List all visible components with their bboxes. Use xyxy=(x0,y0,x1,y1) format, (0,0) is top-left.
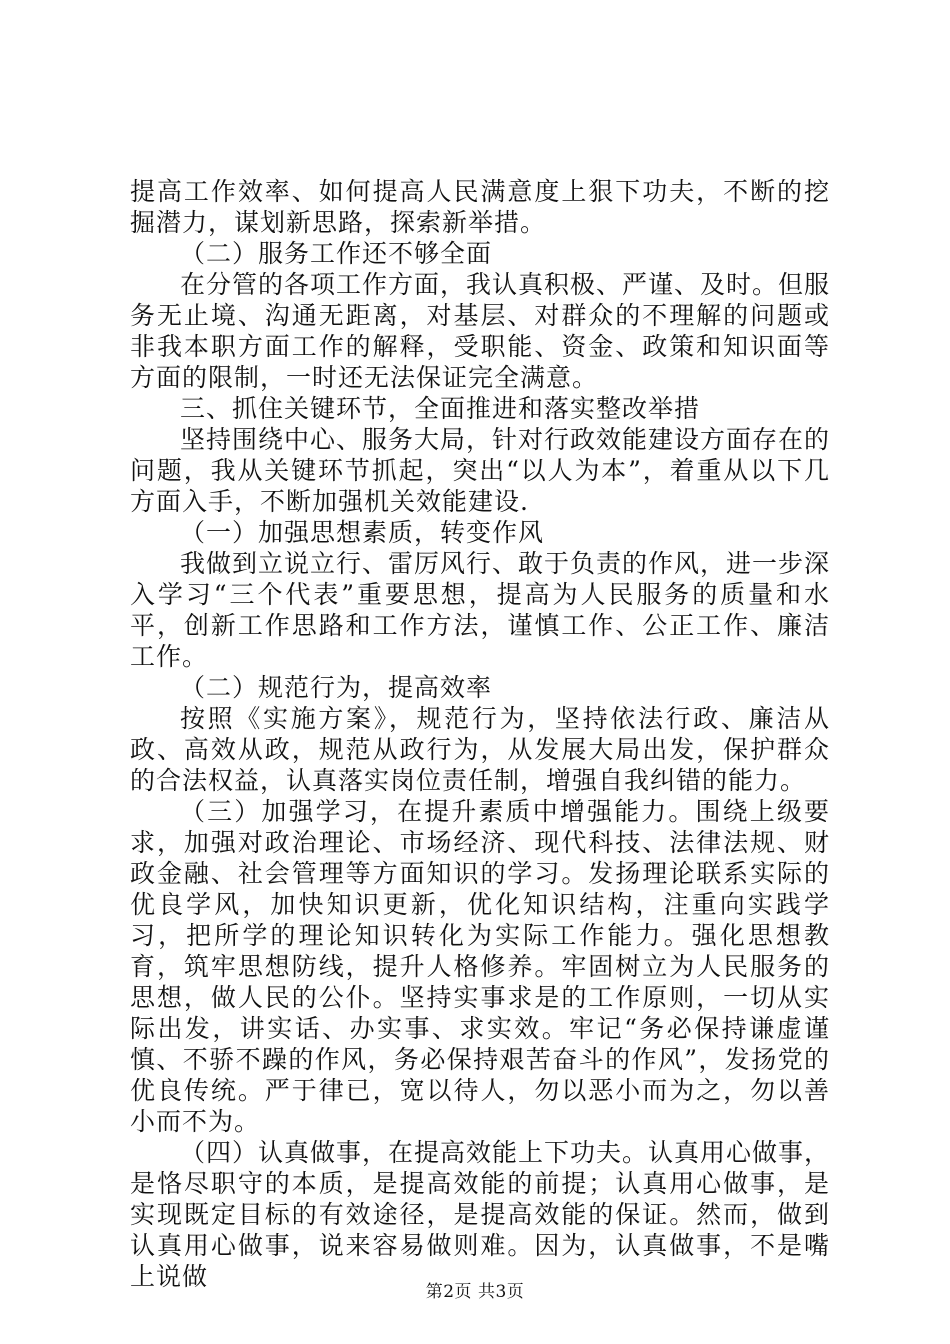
page-number-footer: 第2页 共3页 xyxy=(425,1282,525,1302)
paragraph-1: 提高工作效率、如何提高人民满意度上狠下功夫，不断的挖掘潜力，谋划新思路，探索新举措。 xyxy=(130,177,830,237)
paragraph-7: 我做到立说立行、雷厉风行、敢于负责的作风，进一步深入学习“三个代表”重要思想，提高为人民服务的质量和水平，创新工作思路和工作方法，谨慎工作、公正工作、廉洁工作。 xyxy=(130,549,831,671)
paragraph-4: 三、抓住关键环节，全面推进和落实整改举措 xyxy=(180,394,701,423)
paragraph-3: 在分管的各项工作方面，我认真积极、严谨、及时。但服务无止境、沟通无距离，对基层、对群众的不理解的问题或非我本职方面工作的解释，受职能、资金、政策和知识面等方面的限制，一时还无法保证完全满意。 xyxy=(130,270,831,392)
paragraph-2: （二）服务工作还不够全面 xyxy=(180,239,493,268)
paragraph-8: （二）规范行为，提高效率 xyxy=(180,673,493,702)
paragraph-5: 坚持围绕中心、服务大局，针对行政效能建设方面存在的问题，我从关键环节抓起，突出“以人为本”，着重从以下几方面入手，不断加强机关效能建设. xyxy=(130,425,831,516)
paragraph-10: （三）加强学习，在提升素质中增强能力。围绕上级要求，加强对政治理论、市场经济、现代科技、法律法规、财政金融、社会管理等方面知识的学习。发扬理论联系实际的优良学风，加快知识更新，优化知识结构，注重向实践学习，把所学的理论知识转化为实际工作能力。强化思想教育，筑牢思想防线，提升人格修养。牢固树立为人民服务的思想，做人民的公仆。坚持实事求是的工作原则，一切从实际出发，讲实话、办实事、求实效。牢记“务必保持谦虚谨慎、不骄不躁的作风，务必保持艰苦奋斗的作风”，发扬党的优良传统。严于律已，宽以待人，勿以恶小而为之，勿以善小而不为。 xyxy=(130,797,830,1136)
paragraph-11: （四）认真做事，在提高效能上下功夫。认真用心做事，是恪尽职守的本质，是提高效能的前提；认真用心做事，是实现既定目标的有效途径，是提高效能的保证。然而，做到认真用心做事，说来容易做则难。因为，认真做事，不是嘴上说做 xyxy=(130,1138,831,1291)
paragraph-6: （一）加强思想素质，转变作风 xyxy=(180,518,545,547)
document-body xyxy=(130,176,830,1292)
paragraph-9: 按照《实施方案》，规范行为，坚持依法行政、廉洁从政、高效从政，规范从政行为，从发展大局出发，保护群众的合法权益，认真落实岗位责任制，增强自我纠错的能力。 xyxy=(130,704,830,795)
